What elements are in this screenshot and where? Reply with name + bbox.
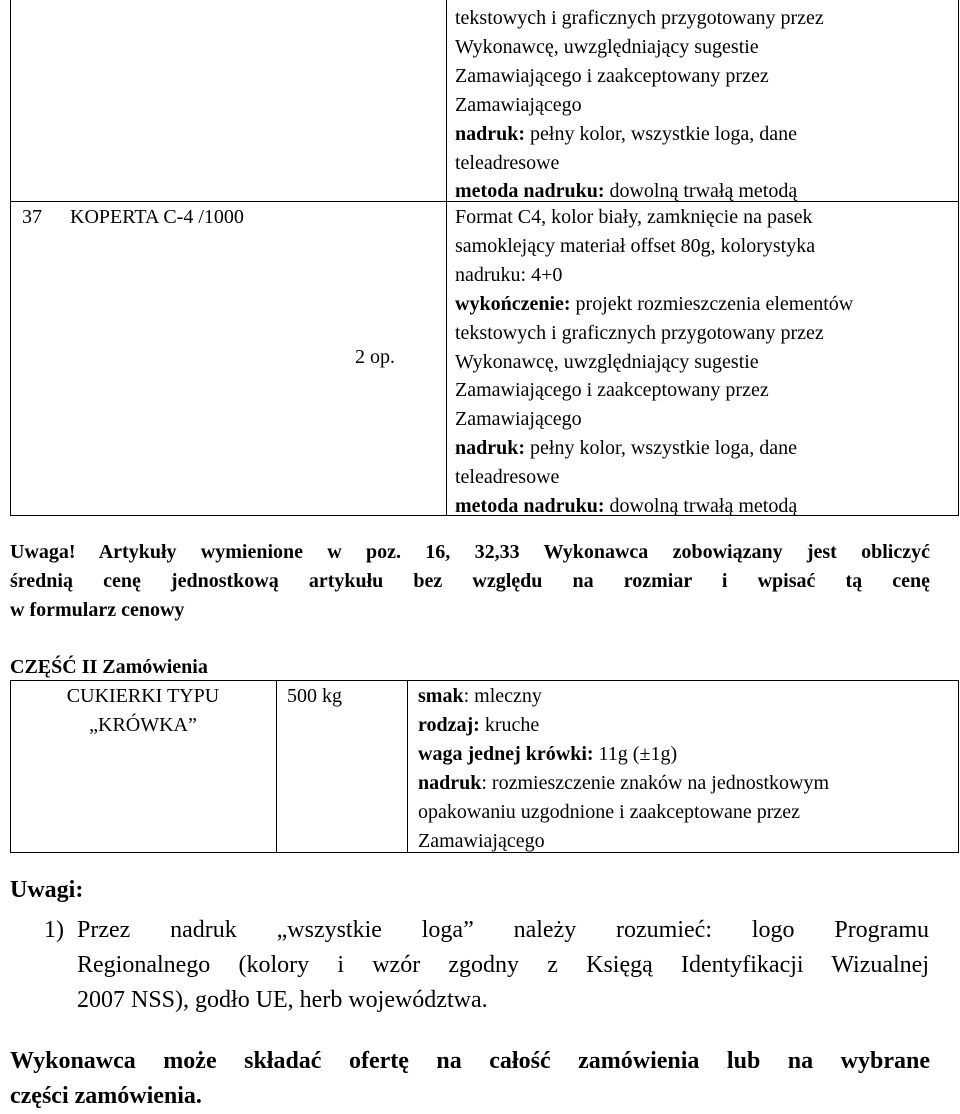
part2-heading: CZĘŚĆ II Zamówienia — [10, 656, 208, 678]
row37-lp: 37 — [22, 206, 42, 228]
desc-line: waga jednej krówki: 11g (±1g) — [418, 742, 678, 765]
row37-description — [455, 203, 853, 521]
desc-line: nadruk: rozmieszczenie znaków na jednostkowym — [418, 771, 830, 794]
desc-line: rodzaj: kruche — [418, 713, 540, 736]
final-line: części zamówienia. — [10, 1083, 202, 1109]
table1-left-border — [10, 0, 11, 516]
desc-line: nadruk: pełny kolor, wszystkie loga, dane — [455, 437, 797, 460]
table2-col-divider-1 — [276, 680, 277, 853]
product-name-line: CUKIERKI TYPU — [66, 685, 220, 707]
desc-line: teleadresowe — [455, 466, 560, 489]
table1-column-divider — [446, 0, 447, 516]
desc-line: samoklejący materiał offset 80g, kolorystyka — [455, 234, 816, 257]
desc-line: Wykonawcę, uwzględniający sugestie — [455, 350, 759, 373]
final-line: Wykonawca może składać ofertę na całość zamówienia lub na wybrane — [10, 1048, 930, 1074]
desc-line: Zamawiającego — [418, 829, 545, 852]
continued-description — [455, 4, 824, 206]
note-line: w formularz cenowy — [10, 598, 185, 621]
desc-line: Format C4, kolor biały, zamknięcie na pasek — [455, 206, 813, 228]
desc-line: teleadresowe — [455, 151, 560, 174]
desc-line: Wykonawcę, uwzględniający sugestie — [455, 35, 759, 58]
note-line: średnią cenę jednostkową artykułu bez względu na rozmiar i wpisać tą cenę — [10, 569, 930, 592]
remarks-item — [77, 913, 929, 1018]
desc-line: Zamawiającego i zaakceptowany przez — [455, 64, 769, 87]
desc-line: metoda nadruku: dowolną trwałą metodą — [455, 495, 798, 518]
table1-right-border — [958, 0, 959, 516]
table2-description — [418, 682, 829, 855]
remarks-item-number: 1) — [44, 917, 64, 943]
final-statement — [10, 1044, 930, 1114]
desc-line: Zamawiającego — [455, 93, 582, 116]
desc-line: nadruk: pełny kolor, wszystkie loga, dane — [455, 122, 797, 145]
table2-product-name — [10, 682, 276, 740]
table2-quantity: 500 kg — [287, 685, 342, 707]
row37-quantity: 2 op. — [355, 346, 395, 368]
remarks-heading: Uwagi: — [10, 877, 84, 903]
remarks-line: Przez nadruk „wszystkie loga” należy rozumieć: logo Programu — [77, 917, 929, 943]
desc-line: wykończenie: projekt rozmieszczenia elementów — [455, 292, 854, 315]
desc-line: metoda nadruku: dowolną trwałą metodą — [455, 180, 798, 203]
desc-line: Zamawiającego i zaakceptowany przez — [455, 379, 769, 402]
desc-line: tekstowych i graficznych przygotowany przez — [455, 7, 824, 29]
note-line: Uwaga! Artykuły wymienione w poz. 16, 32,33 Wykonawca zobowiązany jest obliczyć — [10, 541, 930, 563]
remarks-line: 2007 NSS), godło UE, herb województwa. — [77, 987, 488, 1013]
table2-col-divider-2 — [407, 680, 408, 853]
row37-product-name: KOPERTA C-4 /1000 — [70, 206, 244, 228]
product-name-line: „KRÓWKA” — [89, 713, 197, 736]
table2-top-border — [10, 680, 959, 681]
table2-right-border — [958, 680, 959, 853]
desc-line: smak: mleczny — [418, 685, 542, 707]
desc-line: Zamawiającego — [455, 408, 582, 431]
remarks-line: Regionalnego (kolory i wzór zgodny z Księgą Identyfikacji Wizualnej — [77, 952, 929, 978]
desc-line: nadruku: 4+0 — [455, 263, 563, 286]
desc-line: opakowaniu uzgodnione i zaakceptowane przez — [418, 800, 801, 823]
uwaga-note — [10, 538, 930, 625]
desc-line: tekstowych i graficznych przygotowany przez — [455, 321, 824, 344]
